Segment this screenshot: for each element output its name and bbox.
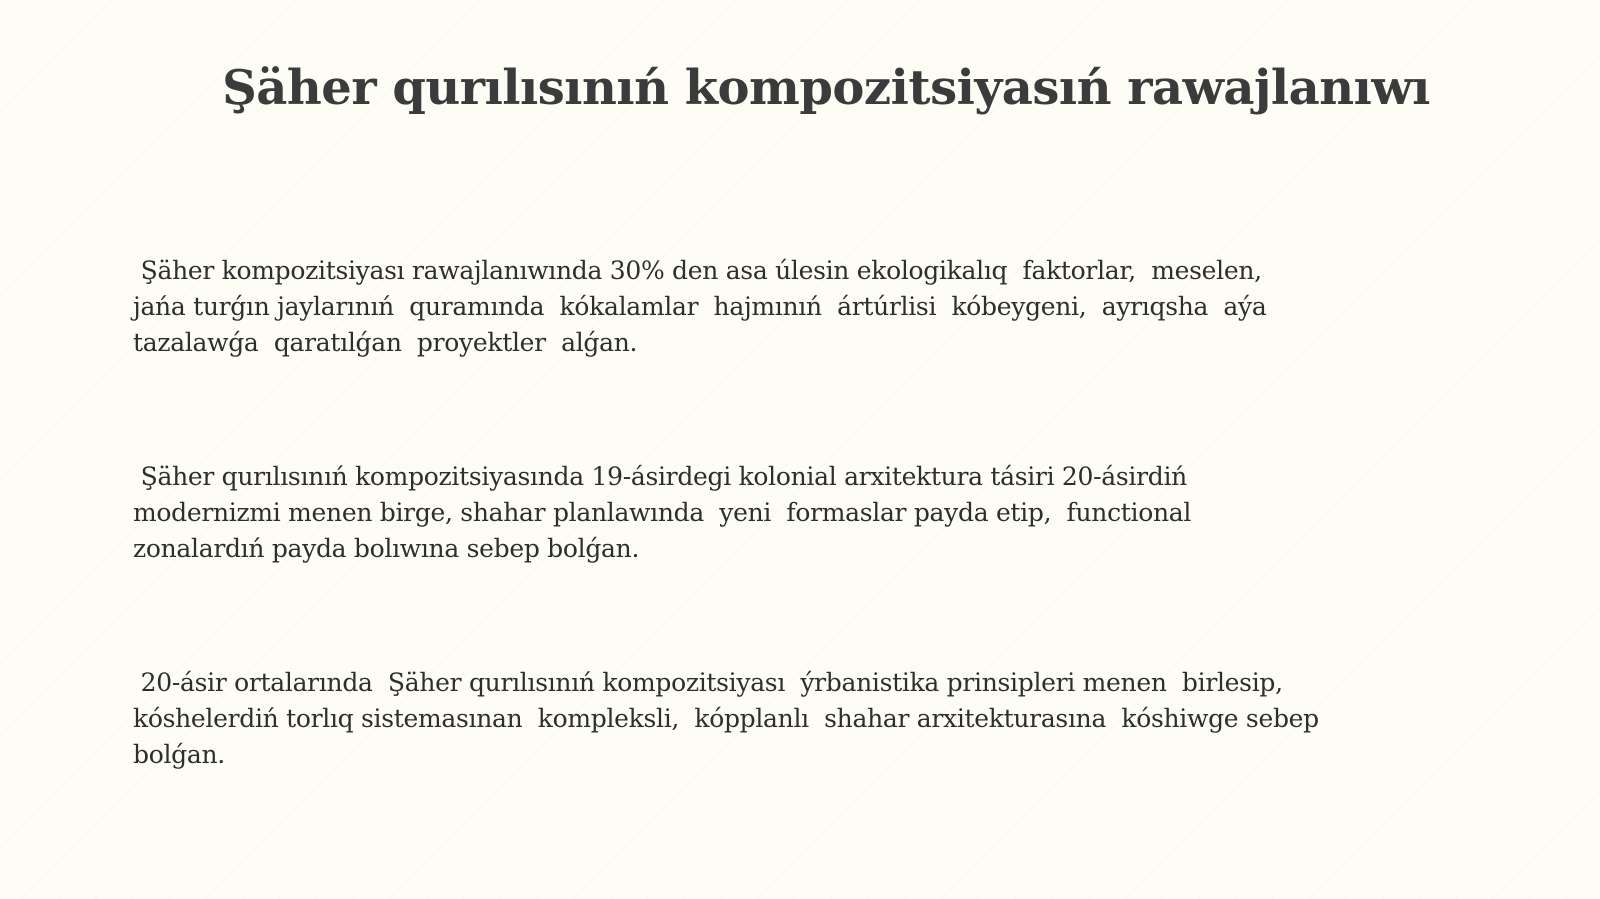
paragraph-line: tazalawǵa qaratılǵan proyektler alǵan. (133, 328, 638, 357)
paragraph-line: Şäher kompozitsiyası rawajlanıwında 30% den asa úlesin ekologikalıq faktorlar, meselen, (133, 256, 1262, 285)
paragraph-line: zonalardıń payda bolıwına sebep bolǵan. (133, 534, 640, 563)
paragraph-line: jańa turǵın jaylarınıń quramında kókalamlar hajmınıń ártúrlisi kóbeygeni, ayrıqsha aýa (133, 292, 1267, 321)
paragraph-line: bolǵan. (133, 740, 225, 769)
paragraph-colonial-modernism (133, 459, 1191, 567)
paragraph-line: modernizmi menen birge, shahar planlawında yeni formaslar payda etip, functional (133, 498, 1192, 527)
slide-title: Şäher qurılısınıń kompozitsiyasıń rawajlanıwı (222, 60, 1430, 116)
paragraph-ecology (133, 253, 1266, 361)
paragraph-line: Şäher qurılısınıń kompozitsiyasında 19-ásirdegi kolonial arxitektura tásiri 20-ásirdiń (133, 462, 1187, 491)
paragraph-urbanism (133, 665, 1319, 773)
paragraph-line: kóshelerdiń torlıq sistemasınan kompleksli, kópplanlı shahar arxitekturasına kóshiwge sebep (133, 704, 1319, 733)
paragraph-line: 20-ásir ortalarında Şäher qurılısınıń kompozitsiyası ýrbanistika prinsipleri menen birlesip, (133, 668, 1283, 697)
